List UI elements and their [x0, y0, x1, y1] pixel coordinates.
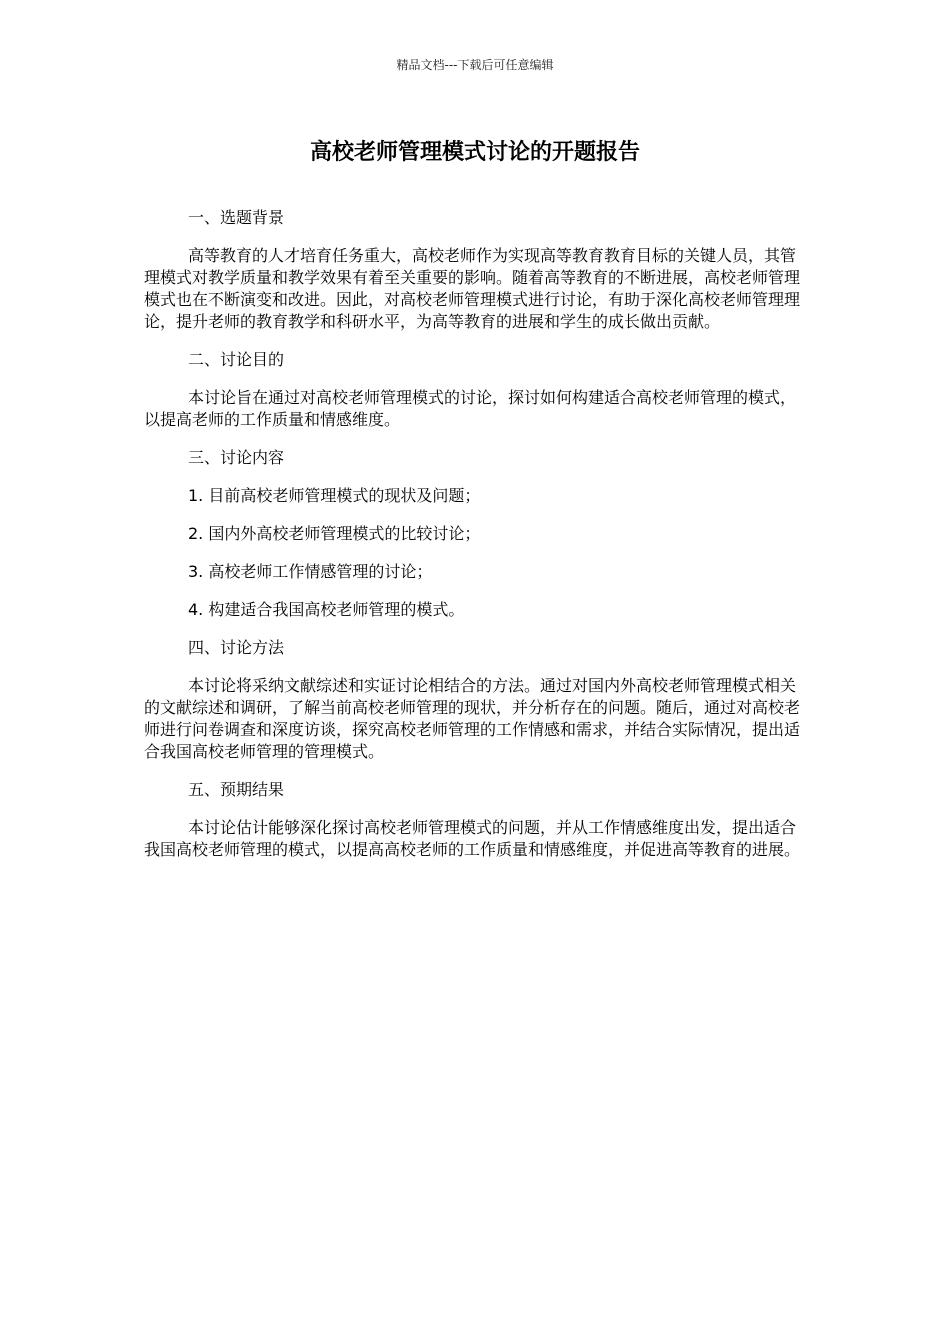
paragraph-purpose: 本讨论旨在通过对高校老师管理模式的讨论，探讨如何构建适合高校老师管理的模式，以提高老师的工作质量和情感维度。 [144, 388, 797, 429]
section-heading-background: 一、选题背景 [188, 208, 285, 227]
paragraph-background: 高等教育的人才培育任务重大，高校老师作为实现高等教育教育目标的关键人员，其管理模式对教学质量和教学效果有着至关重要的影响。随着高等教育的不断进展，高校老师管理模式也在不断演变和改进。因此，对高校老师管理模式进行讨论，有助于深化高校老师管理理论，提升老师的教育教学和科研水平，为高等教育的进展和学生的成长做出贡献。 [144, 246, 801, 331]
paragraph-expected-results: 本讨论估计能够深化探讨高校老师管理模式的问题，并从工作情感维度出发，提出适合我国高校老师管理的模式，以提高高校老师的工作质量和情感维度，并促进高等教育的进展。 [144, 818, 801, 859]
list-item: 1. 目前高校老师管理模式的现状及问题； [188, 486, 481, 505]
paragraph-method: 本讨论将采纳文献综述和实证讨论相结合的方法。通过对国内外高校老师管理模式相关的文献综述和调研，了解当前高校老师管理的现状，并分析存在的问题。随后，通过对高校老师进行问卷调查和深度访谈，探究高校老师管理的工作情感和需求，并结合实际情况，提出适合我国高校老师管理的管理模式。 [144, 676, 801, 761]
document-title: 高校老师管理模式讨论的开题报告 [309, 140, 640, 165]
document-body [144, 207, 810, 877]
list-item: 2. 国内外高校老师管理模式的比较讨论； [188, 524, 481, 543]
section-heading-expected-results: 五、预期结果 [188, 780, 285, 799]
header-note: 精品文档---下载后可任意编辑 [396, 58, 554, 72]
section-heading-method: 四、讨论方法 [188, 638, 285, 657]
section-heading-purpose: 二、讨论目的 [188, 350, 285, 369]
section-heading-content: 三、讨论内容 [188, 448, 285, 467]
list-item: 4. 构建适合我国高校老师管理的模式。 [188, 600, 465, 619]
list-item: 3. 高校老师工作情感管理的讨论； [188, 562, 433, 581]
